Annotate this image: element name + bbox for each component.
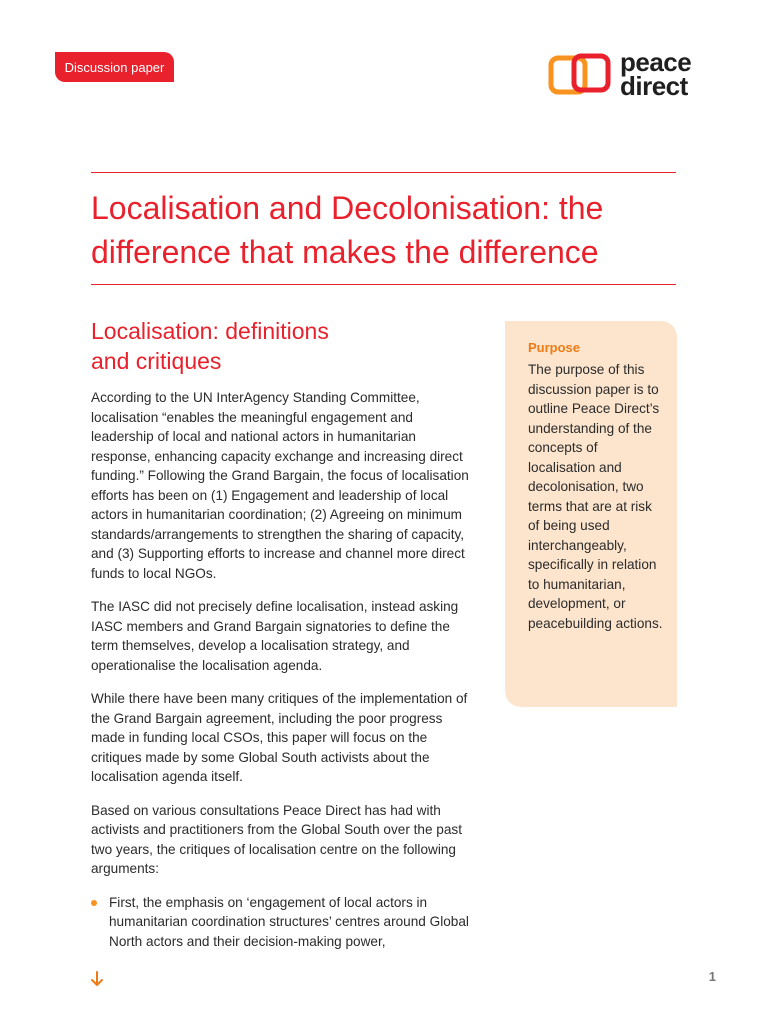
tag-label: Discussion paper xyxy=(64,59,165,75)
logo-line-1: peace xyxy=(620,47,692,77)
section-heading xyxy=(91,316,471,376)
purpose-box xyxy=(505,321,677,707)
section-heading-line-1: Localisation: definitions xyxy=(91,318,329,344)
section-heading-line-2: and critiques xyxy=(91,348,222,374)
paragraph-4: Based on various consultations Peace Direct has had with activists and practitioners from the Global South over the past two years, the critiques of localisation centre on the following arguments: xyxy=(91,802,462,876)
arrow-down-icon xyxy=(88,970,106,988)
paragraph-1: According to the UN InterAgency Standing Committee, localisation “enables the meaningful engagement and leadership of local and national actors in humanitarian response, enhancing capacity exchange and increasing direct funding.” Following the Grand Bargain, the focus of localisation efforts has been on (1) Engagement and leadership of local actors in humanitarian coordination; (2) Agreeing on minimum standards/arrangements to strengthen the sharing of capacity, and (3) Supporting efforts to increase and channel more direct funds to local NGOs. xyxy=(91,390,469,581)
list-item-text: First, the emphasis on ‘engagement of local actors in humanitarian coordination structures’ centres around Global North actors and their decision-making power, xyxy=(109,894,469,949)
peace-direct-logo xyxy=(548,47,718,101)
title-top-rule xyxy=(91,172,676,173)
bullet-dot-icon xyxy=(91,900,97,906)
logo-mark-icon xyxy=(548,52,614,100)
purpose-title: Purpose xyxy=(528,340,581,355)
body-text-column xyxy=(91,388,473,951)
paragraph-2: The IASC did not precisely define localisation, instead asking IASC members and Grand Bargain signatories to define the term themselves, develop a localisation strategy, and operationalise the localisation agenda. xyxy=(91,599,459,673)
paragraph-3: While there have been many critiques of the implementation of the Grand Bargain agreement, including the poor progress made in funding local CSOs, this paper will focus on the critiques made by some Global South activists about the localisation agenda itself. xyxy=(91,691,468,784)
list-item xyxy=(91,893,473,952)
purpose-text: The purpose of this discussion paper is to outline Peace Direct’s understanding of the concepts of localisation and decolonisation, two terms that are at risk of being used interchangeably, specifically in relation to humanitarian, development, or peacebuilding actions. xyxy=(528,362,663,631)
document-title: Localisation and Decolonisation: the difference that makes the difference xyxy=(91,190,604,270)
title-bottom-rule xyxy=(91,284,676,285)
logo-text xyxy=(620,47,692,101)
page-number: 1 xyxy=(708,969,716,984)
critiques-list xyxy=(91,893,473,952)
logo-line-2: direct xyxy=(620,71,688,101)
discussion-paper-tag xyxy=(55,52,174,82)
